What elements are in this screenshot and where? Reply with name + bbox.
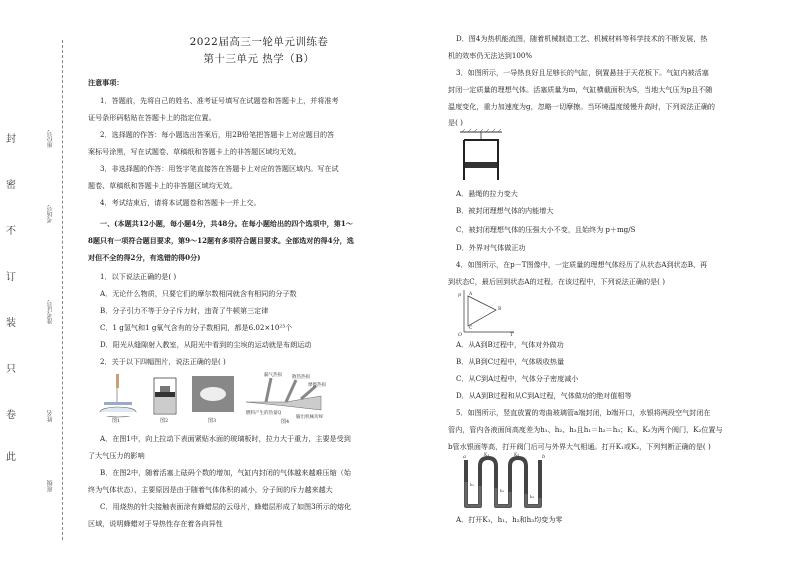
q5-option-a: A．打开K₁，h₁、h₂和h₃均变为零 xyxy=(456,515,563,524)
binding-char: 订 xyxy=(6,272,16,283)
q4-option-a: A．从A到B过程中，气体对外做功 xyxy=(456,340,564,349)
section-instructions: 一、(本题共12小题，每小题4分，共48分。在每小题给出的四个选项中，第1～ xyxy=(100,219,353,228)
q1-option-c: C．1 g氢气和1 g氧气含有的分子数相同，都是6.02×10²³个 xyxy=(100,323,293,332)
binding-char: 装 xyxy=(6,318,16,329)
fig3-mica-sheet xyxy=(192,376,234,424)
height-label: h₂ xyxy=(500,488,505,493)
ticket-number-field: 准考证号 xyxy=(47,300,54,324)
note-line: 证号条形码粘贴在答题卡上的指定位置。 xyxy=(88,113,216,122)
seat-number-field: 座位号 xyxy=(47,130,54,148)
note-line: 2．选择题的作答：每小题选出答案后，用2B铅笔把答题卡上对应题目的答 xyxy=(100,130,335,139)
tube-label: b xyxy=(542,454,546,460)
fig4-label: 燃料产生的热量Q xyxy=(246,411,282,416)
q2-option-c: C．用烧热的针尖接触表面涂有蜂蜡层的云母片，蜂蜡层形成了如图3所示的熔化 xyxy=(100,502,352,511)
fig4-label: 漏气热损 xyxy=(264,373,282,378)
q2-stem: 2．关于以下四幅图片，说法正确的是( ) xyxy=(100,357,226,366)
q2-option-c-cont: 区域，说明蜂蜡对于导热性存在着各向异性 xyxy=(88,519,223,528)
binding-char: 卷 xyxy=(6,410,16,421)
height-label: h₁ xyxy=(470,482,475,487)
q1-option-b: B．分子引力不等于分子斥力时，违背了牛顿第三定律 xyxy=(100,306,269,315)
q3-option-a: A．悬绳的拉力变大 xyxy=(456,189,518,198)
fig-label: 图3 xyxy=(208,418,217,424)
fig4-label: 摩擦热损 xyxy=(308,383,326,388)
note-line: 1．答题前，先将自己的姓名、准考证号填写在试题卷和答题卡上，并将准考 xyxy=(100,96,339,105)
tube-label: a xyxy=(463,454,466,460)
note-line: 3．非选择题的作答：用签字笔直接答在答题卡上对应的答题区域内。写在试 xyxy=(100,164,339,173)
class-field: 班级 xyxy=(47,480,54,492)
q2-option-a-cont: 了大气压力的影响 xyxy=(88,451,145,460)
q3-stem: 封闭一定质量的理想气体。活塞质量为m，气缸横截面积为S，当地大气压为p且不随 xyxy=(448,85,713,94)
q3-cylinder-figure xyxy=(456,128,506,184)
origin-label: O xyxy=(458,332,463,336)
q3-option-b: B．被封闭理想气体的内能增大 xyxy=(456,206,554,215)
binding-strip xyxy=(0,0,80,562)
q4-option-b: B．从B到C过程中，气体吸收热量 xyxy=(456,357,565,366)
height-label: h₃ xyxy=(530,494,535,499)
binding-char: 不 xyxy=(6,226,16,237)
valve-label: K₂ xyxy=(514,453,520,458)
section-instructions: 8题只有一项符合题目要求，第9～12题有多项符合题目要求。全部选对的得4分，选 xyxy=(88,236,354,245)
note-line: 4．考试结束后，请将本试题卷和答题卡一并上交。 xyxy=(100,198,261,207)
fig4-energy-flow xyxy=(246,372,326,424)
point-label: B xyxy=(498,307,502,312)
notes-heading: 注意事项： xyxy=(88,78,124,87)
exam-room-field: 考场号 xyxy=(47,205,54,223)
q5-tube-figure xyxy=(458,452,562,510)
q2-option-b-cont: 终为气体状态），主要原因是由于随着气体体积的减小，分子间的斥力越来越大 xyxy=(88,485,333,494)
name-field: 姓名 xyxy=(47,410,54,422)
fig4-label: 输出机械功W xyxy=(296,415,324,420)
page-title: 2022届高三一轮单元训练卷 xyxy=(189,36,329,48)
q4-option-c: C．从C到A过程中，气体分子密度减小 xyxy=(456,374,579,383)
q2-option-d-cont: 机的效率仍无法达到100% xyxy=(448,51,533,60)
q4-pt-graph xyxy=(456,288,516,336)
q1-stem: 1．以下说法正确的是( ) xyxy=(100,272,177,281)
q3-option-d: D．外界对气体做正功 xyxy=(456,243,526,252)
binding-char: 此 xyxy=(6,452,16,463)
q2-option-d: D．图4为热机能流图，随着机械制造工艺、机械材料等科学技术的不断发展，热 xyxy=(456,34,708,43)
point-label: A xyxy=(469,292,473,297)
axis-p-label: p xyxy=(458,292,462,298)
fig1-glass-plate xyxy=(100,374,136,424)
q4-option-d: D．从A到B过程和从C到A过程，气体做功的绝对值相等 xyxy=(456,391,632,400)
binding-char: 只 xyxy=(6,364,16,375)
axis-t-label: T xyxy=(510,332,514,336)
valve-label: K₁ xyxy=(484,453,490,458)
binding-char: 封 xyxy=(6,134,16,145)
fig-label: 图1 xyxy=(112,418,121,424)
q2-option-b: B．在图2中，随着活塞上砝码个数的增加，气缸内封闭的气体越来越难压缩（始 xyxy=(100,468,351,477)
point-label: C xyxy=(469,326,473,331)
binding-char: 密 xyxy=(6,180,16,191)
fig4-label: 散热热损 xyxy=(292,375,310,380)
fig2-piston-cylinder xyxy=(154,378,176,424)
q4-stem: 到状态C，最后回到状态A的过程，在该过程中，下列说法正确的是( ) xyxy=(448,277,665,286)
q3-stem: 是( ) xyxy=(448,118,463,127)
fig-label: 图2 xyxy=(160,418,169,424)
q1-option-d: D．阳光从缝隙射入教室，从阳光中看到的尘埃的运动就是布朗运动 xyxy=(100,340,312,349)
note-line: 题卷、草稿纸和答题卡上的非答题区域均无效。 xyxy=(88,181,237,190)
q1-option-a: A．无论什么物质，只要它们的摩尔数相同就含有相同的分子数 xyxy=(100,289,297,298)
q4-stem: 4．如图所示，在p－T图像中，一定质量的理想气体经历了从状态A到状态B、再 xyxy=(456,260,708,269)
q3-stem: 温度变化，重力加速度为g，忽略一切摩擦。当环境温度缓慢升高时，下列说法正确的 xyxy=(448,102,716,111)
binding-line xyxy=(62,40,63,540)
q5-stem: 管内，管内各液面间高度差为h₁、h₂、h₃且h₁＝h₂＝h₃；K₁、K₂为两个阀门，K₂位置与 xyxy=(448,425,723,434)
fig-label: 图4 xyxy=(281,419,290,424)
page-subtitle: 第十三单元 热学（B） xyxy=(203,53,315,65)
q5-stem: 5．如图所示，竖直放置的弯曲玻璃管a端封闭，b端开口，水银将两段空气封闭在 xyxy=(456,408,711,417)
q2-figures xyxy=(96,372,426,424)
section-instructions: 对但不全的得2分，有选错的得0分) xyxy=(88,253,201,262)
q3-formula: p＋mg/S xyxy=(605,225,636,234)
q3-stem: 3．如图所示，一导热良好且足够长的气缸，倒置悬挂于天花板下。气缸内被活塞 xyxy=(456,68,709,77)
q3-option-c: C．被封闭理想气体的压强大小不变，且始终为 p＋mg/S xyxy=(456,225,636,234)
note-line: 案标号涂黑，写在试题卷、草稿纸和答题卡上的非答题区域均无效。 xyxy=(88,147,301,156)
q2-option-a: A．在图1中，向上拉动下表面紧贴水面的玻璃板时，拉力大于重力，主要是受到 xyxy=(100,434,351,443)
q5-stem: b管水银面等高，打开阀门后可与外界大气相通。打开K₁或K₂，下列判断正确的是( ) xyxy=(448,442,711,451)
